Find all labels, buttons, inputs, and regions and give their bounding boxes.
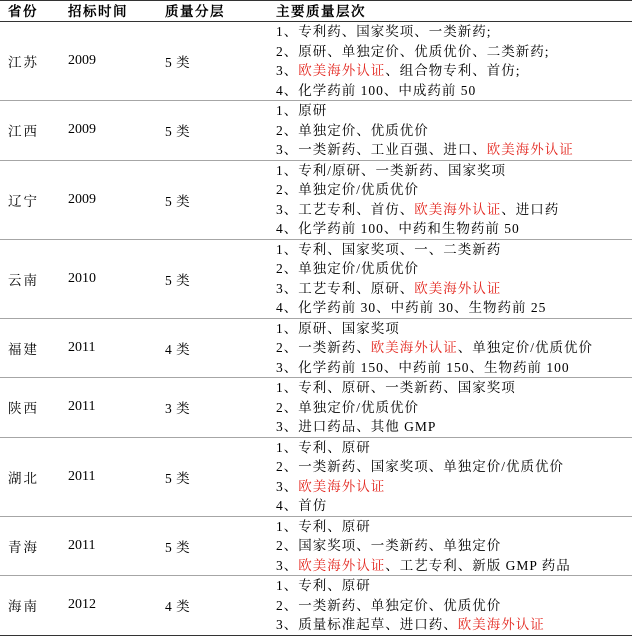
quality-level-line xyxy=(276,61,632,81)
level-text: 、组合物专利、首仿; xyxy=(385,63,521,78)
province-cell: 陕西 xyxy=(8,401,39,417)
level-text: 、单独定价/优质优价 xyxy=(457,340,594,355)
quality-level-line xyxy=(276,42,632,62)
tender-year-cell: 2011 xyxy=(68,468,96,484)
level-text: 3、工艺专利、原研、 xyxy=(276,280,415,296)
table-row xyxy=(0,576,632,636)
province-cell: 江西 xyxy=(8,124,39,140)
certification-highlight: 欧美海外认证 xyxy=(457,617,545,632)
quality-level-line xyxy=(276,338,632,358)
level-text: 3、 xyxy=(276,478,299,494)
quality-level-line xyxy=(276,140,632,160)
quality-tiers-cell: 3 类 xyxy=(165,401,191,417)
level-text: 1、专利药、国家奖项、一类新药; xyxy=(276,24,492,39)
quality-levels-cell xyxy=(268,160,632,239)
tender-year-cell: 2012 xyxy=(68,597,96,613)
quality-tiers-cell: 5 类 xyxy=(165,539,191,555)
header-quality-levels: 主要质量层次 xyxy=(276,3,366,19)
quality-level-line xyxy=(276,378,632,398)
quality-level-line xyxy=(276,161,632,181)
quality-level-line xyxy=(276,615,632,635)
table-row xyxy=(0,516,632,576)
level-text: 2、一类新药、单独定价、优质优价 xyxy=(276,597,502,613)
table-row xyxy=(0,378,632,438)
certification-highlight: 欧美海外认证 xyxy=(414,201,502,217)
level-text: 2、单独定价、优质优价 xyxy=(276,122,429,138)
level-text: 4、化学药前 100、中药和生物药前 50 xyxy=(276,221,520,236)
quality-tiers-cell: 5 类 xyxy=(165,193,191,209)
quality-level-line xyxy=(276,200,632,220)
province-cell: 福建 xyxy=(8,341,39,357)
quality-level-line xyxy=(276,457,632,477)
quality-level-line xyxy=(276,358,632,378)
level-text: 3、 xyxy=(276,63,299,78)
quality-level-line xyxy=(276,596,632,616)
table-row xyxy=(0,101,632,161)
table-header xyxy=(0,1,632,22)
level-text: 1、原研、国家奖项 xyxy=(276,320,400,336)
quality-level-line xyxy=(276,240,632,260)
level-text: 4、化学药前 30、中药前 30、生物药前 25 xyxy=(276,300,547,315)
quality-level-line xyxy=(276,22,632,42)
quality-levels-cell xyxy=(268,318,632,378)
certification-highlight: 欧美海外认证 xyxy=(298,557,386,573)
level-text: 2、一类新药、 xyxy=(276,340,371,355)
level-text: 1、专利、原研、一类新药、国家奖项 xyxy=(276,380,516,395)
level-text: 4、首仿 xyxy=(276,498,328,513)
province-cell: 海南 xyxy=(8,599,39,615)
level-text: 3、 xyxy=(276,557,299,573)
level-text: 4、化学药前 100、中成药前 50 xyxy=(276,82,477,98)
province-cell: 辽宁 xyxy=(8,193,39,209)
level-text: 3、化学药前 150、中药前 150、生物药前 100 xyxy=(276,359,570,375)
level-text: 3、一类新药、工业百强、进口、 xyxy=(276,142,487,157)
quality-tiers-cell: 5 类 xyxy=(165,55,191,70)
table-row xyxy=(0,437,632,516)
certification-highlight: 欧美海外认证 xyxy=(414,280,502,296)
level-text: 2、原研、单独定价、优质优价、二类新药; xyxy=(276,43,550,59)
table-row xyxy=(0,239,632,318)
certification-highlight: 欧美海外认证 xyxy=(486,142,574,157)
certification-highlight: 欧美海外认证 xyxy=(370,340,458,355)
province-cell: 江苏 xyxy=(8,55,39,70)
quality-levels-cell xyxy=(268,239,632,318)
tender-year-cell: 2009 xyxy=(68,122,96,138)
level-text: 2、单独定价/优质优价 xyxy=(276,261,420,276)
tender-year-cell: 2009 xyxy=(68,191,96,207)
quality-level-line xyxy=(276,101,632,121)
level-text: 、进口药 xyxy=(501,201,560,217)
quality-level-line xyxy=(276,398,632,418)
tender-year-cell: 2011 xyxy=(68,339,96,355)
level-text: 1、专利/原研、一类新药、国家奖项 xyxy=(276,162,507,178)
level-text: 2、一类新药、国家奖项、单独定价/优质优价 xyxy=(276,459,565,474)
level-text: 2、国家奖项、一类新药、单独定价 xyxy=(276,538,502,553)
quality-levels-cell xyxy=(268,22,632,101)
table-row xyxy=(0,318,632,378)
level-text: 3、质量标准起草、进口药、 xyxy=(276,617,458,632)
table-row xyxy=(0,22,632,101)
quality-levels-cell xyxy=(268,576,632,636)
level-text: 2、单独定价/优质优价 xyxy=(276,182,420,197)
quality-level-line xyxy=(276,259,632,279)
tender-year-cell: 2011 xyxy=(68,537,96,553)
quality-level-line xyxy=(276,517,632,537)
province-cell: 青海 xyxy=(8,539,39,555)
quality-level-line xyxy=(276,496,632,516)
quality-tiers-cell: 4 类 xyxy=(165,599,191,615)
quality-level-line xyxy=(276,477,632,497)
level-text: 1、专利、原研 xyxy=(276,439,371,455)
quality-level-line xyxy=(276,219,632,239)
quality-level-line xyxy=(276,180,632,200)
table-row xyxy=(0,160,632,239)
quality-level-line xyxy=(276,417,632,437)
province-cell: 云南 xyxy=(8,272,39,288)
level-text: 3、工艺专利、首仿、 xyxy=(276,201,415,217)
quality-level-line xyxy=(276,298,632,318)
level-text: 1、原研 xyxy=(276,103,328,118)
quality-tiers-cell: 4 类 xyxy=(165,341,191,357)
quality-level-line xyxy=(276,576,632,596)
quality-levels-cell xyxy=(268,101,632,161)
quality-level-line xyxy=(276,279,632,299)
quality-level-line xyxy=(276,319,632,339)
level-text: 3、进口药品、其他 GMP xyxy=(276,419,437,434)
header-province: 省份 xyxy=(8,3,38,19)
quality-tiers-cell: 5 类 xyxy=(165,124,191,140)
tender-year-cell: 2010 xyxy=(68,270,96,286)
level-text: 、工艺专利、新版 GMP 药品 xyxy=(385,557,571,573)
level-text: 2、单独定价/优质优价 xyxy=(276,399,420,415)
quality-tiers-cell: 5 类 xyxy=(165,272,191,288)
quality-level-line xyxy=(276,556,632,576)
header-row xyxy=(0,1,632,22)
header-tender-year: 招标时间 xyxy=(68,3,128,19)
quality-levels-cell xyxy=(268,516,632,576)
quality-level-line xyxy=(276,121,632,141)
province-cell: 湖北 xyxy=(8,470,39,486)
level-text: 1、专利、原研 xyxy=(276,578,371,593)
quality-levels-cell xyxy=(268,437,632,516)
quality-tiers-cell: 5 类 xyxy=(165,470,191,486)
quality-level-line xyxy=(276,81,632,101)
header-quality-tiers: 质量分层 xyxy=(165,3,225,19)
quality-level-line xyxy=(276,536,632,556)
table-body xyxy=(0,22,632,636)
tender-year-cell: 2009 xyxy=(68,53,96,68)
quality-level-line xyxy=(276,438,632,458)
level-text: 1、专利、国家奖项、一、二类新药 xyxy=(276,241,502,257)
quality-levels-cell xyxy=(268,378,632,438)
level-text: 1、专利、原研 xyxy=(276,518,371,534)
certification-highlight: 欧美海外认证 xyxy=(298,478,386,494)
certification-highlight: 欧美海外认证 xyxy=(298,63,386,78)
tender-year-cell: 2011 xyxy=(68,399,96,415)
